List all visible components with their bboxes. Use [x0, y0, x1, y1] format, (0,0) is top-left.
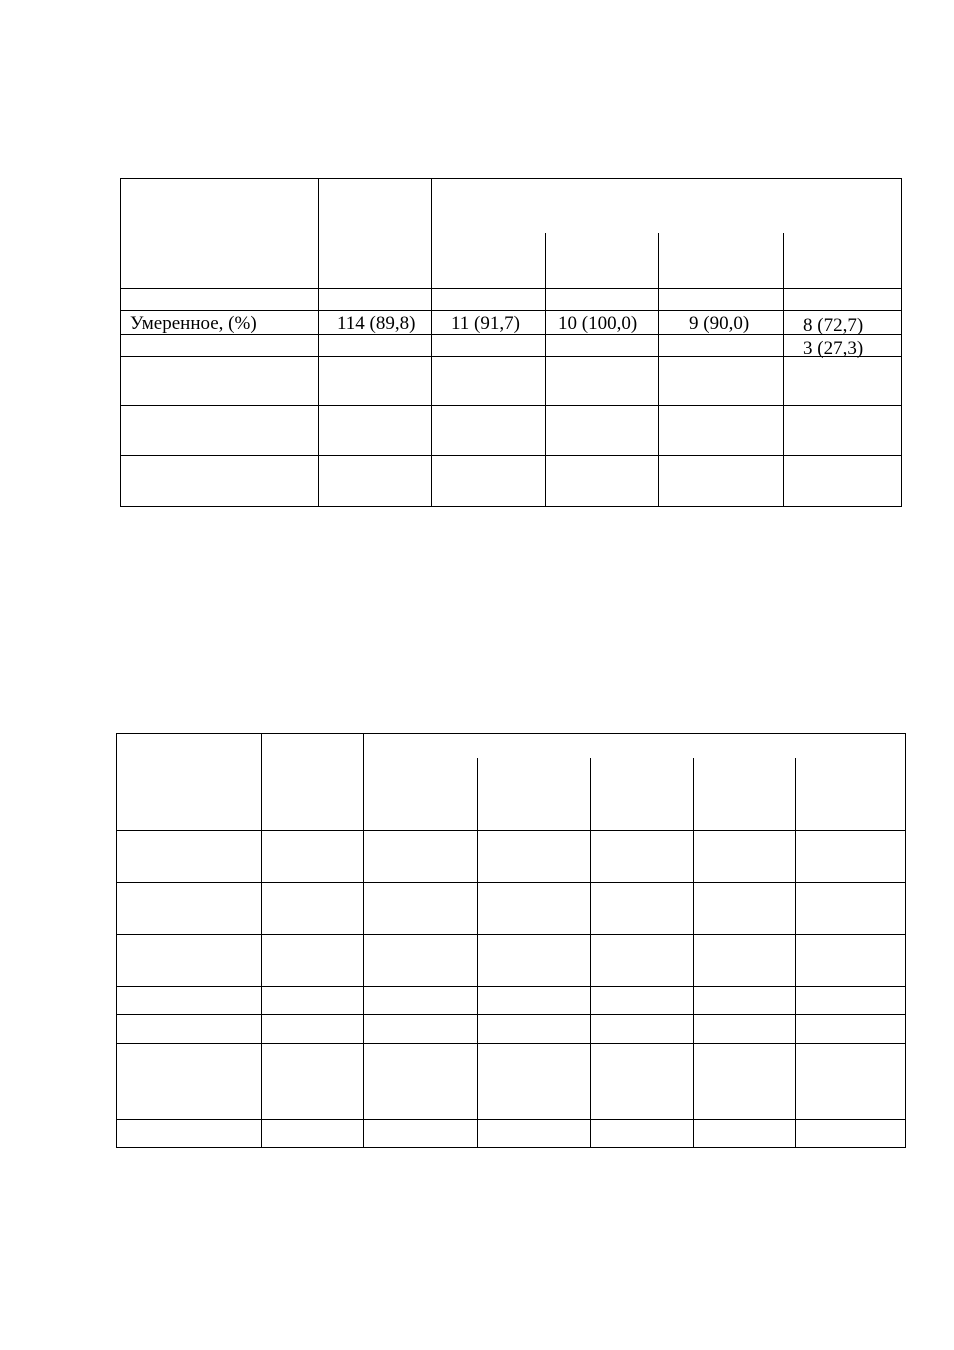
table-1-col-divider — [318, 178, 319, 507]
table-1-col-divider — [431, 178, 432, 507]
table-1-cell-group-1: 11 (91,7) — [451, 313, 520, 334]
table-2-col-divider — [363, 733, 364, 1148]
table-1-row-divider — [120, 356, 902, 357]
table-2 — [116, 733, 906, 1148]
table-1-cell-group-2: 10 (100,0) — [558, 313, 638, 334]
table-1-cell-group-4-next: 3 (27,3) — [803, 338, 864, 359]
table-2-col-divider — [477, 758, 478, 1148]
table-1-row-divider — [120, 288, 902, 289]
table-1-cell-total: 114 (89,8) — [337, 313, 416, 334]
table-2-col-divider — [590, 758, 591, 1148]
table-1-col-divider — [545, 233, 546, 507]
table-1-row-label: Умеренное, (%) — [130, 313, 257, 334]
table-2-col-divider — [795, 758, 796, 1148]
table-1-row-divider — [120, 334, 902, 335]
table-1-cell-group-4: 8 (72,7) — [803, 315, 864, 336]
table-1-cell-group-3: 9 (90,0) — [689, 313, 750, 334]
table-2-row-divider — [116, 1119, 906, 1120]
table-2-row-divider — [116, 830, 906, 831]
table-1 — [120, 178, 902, 507]
table-1-col-divider — [658, 233, 659, 507]
table-2-row-divider — [116, 1014, 906, 1015]
table-2-col-divider — [693, 758, 694, 1148]
table-2-col-divider — [261, 733, 262, 1148]
table-2-row-divider — [116, 1043, 906, 1044]
table-2-row-divider — [116, 882, 906, 883]
table-1-row-divider — [120, 405, 902, 406]
table-1-col-divider — [783, 233, 784, 507]
table-1-row-divider — [120, 455, 902, 456]
table-2-row-divider — [116, 986, 906, 987]
table-1-row-divider — [120, 310, 902, 311]
table-2-row-divider — [116, 934, 906, 935]
